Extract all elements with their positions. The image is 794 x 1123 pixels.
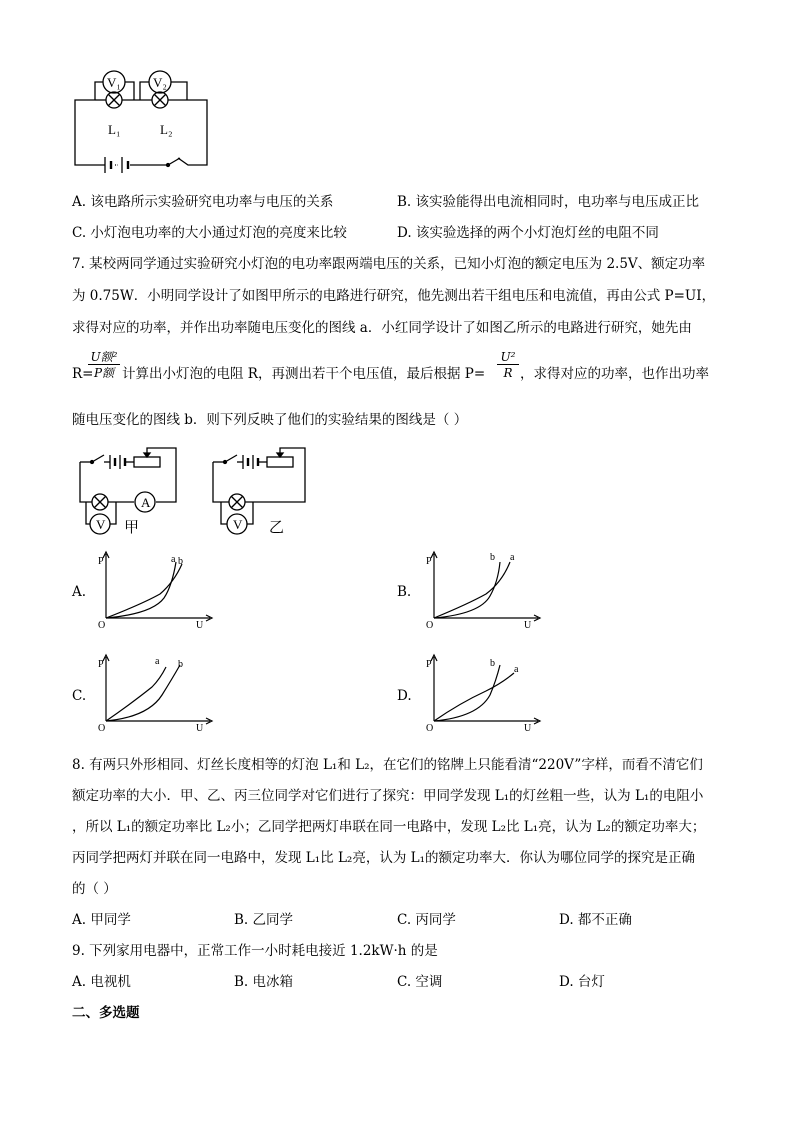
axis-u-label: U bbox=[196, 620, 204, 630]
q9-option-b[interactable]: B. 电冰箱 bbox=[234, 974, 294, 990]
q9-option-d[interactable]: D. 台灯 bbox=[559, 974, 605, 990]
q7-formula-prefix: R= bbox=[72, 366, 94, 382]
ammeter-label: A bbox=[141, 495, 151, 510]
curve-b-label: b bbox=[178, 556, 183, 567]
curve-a bbox=[434, 673, 514, 721]
q8-stem-line1: 8. 有两只外形相同、灯丝长度相等的灯泡 L₁和 L₂，在它们的铭牌上只能看清“220V”字样，而看不清它们 bbox=[72, 757, 703, 773]
q9-stem: 9. 下列家用电器中，正常工作一小时耗电接近 1.2kW·h 的是 bbox=[72, 943, 438, 959]
origin-label: O bbox=[426, 723, 434, 733]
q8-stem-line4: 丙同学把两灯并联在同一电路中，发现 L₁比 L₂亮，认为 L₁的额定功率大．你认为哪位同学的探究是正确 bbox=[72, 850, 696, 866]
axis-u-label: U bbox=[524, 723, 532, 733]
q7-option-a[interactable]: A. bbox=[72, 584, 87, 600]
axis-p-label: P bbox=[98, 659, 104, 670]
q8-option-c[interactable]: C. 丙同学 bbox=[397, 912, 456, 928]
curve-b bbox=[106, 564, 182, 618]
q6-option-b[interactable]: B. 该实验能得出电流相同时，电功率与电压成正比 bbox=[397, 194, 700, 210]
q8-stem-line2: 额定功率的大小．甲、乙、丙三位同学对它们进行了探究：甲同学发现 L₁的灯丝粗一些，认为 L₁的电阻小 bbox=[72, 788, 704, 804]
q7-stem-line3: 求得对应的功率，并作出功率随电压变化的图线 a．小红同学设计了如图乙所示的电路进行研究，她先由 bbox=[72, 320, 692, 336]
l2-label: L₂ bbox=[160, 122, 173, 137]
q7-stem-line5: 随电压变化的图线 b．则下列反映了他们的实验结果的图线是（ ） bbox=[72, 412, 468, 428]
voltmeter-label: V bbox=[96, 517, 106, 532]
q9-option-a[interactable]: A. 电视机 bbox=[72, 974, 131, 990]
q8-option-d[interactable]: D. 都不正确 bbox=[559, 912, 632, 928]
q7-graph-a[interactable] bbox=[92, 548, 228, 630]
q9-option-c[interactable]: C. 空调 bbox=[397, 974, 443, 990]
formula-denominator: R bbox=[503, 366, 513, 380]
q8-option-b[interactable]: B. 乙同学 bbox=[234, 912, 294, 928]
curve-b-label: b bbox=[178, 659, 183, 670]
q6-option-d[interactable]: D. 该实验选择的两个小灯泡灯丝的电阻不同 bbox=[397, 225, 659, 241]
axis-u-label: U bbox=[524, 620, 532, 630]
curve-a bbox=[106, 667, 166, 721]
q7-option-c[interactable]: C. bbox=[72, 688, 87, 704]
section-title: 二、多选题 bbox=[72, 1005, 140, 1021]
origin-label: O bbox=[426, 620, 434, 630]
l1-label: L₁ bbox=[108, 122, 121, 137]
axis-p-label: P bbox=[426, 659, 432, 670]
axis-p-label: P bbox=[426, 556, 432, 567]
q8-stem-line3: ，所以 L₁的额定功率比 L₂小；乙同学把两灯串联在同一电路中，发现 L₂比 L₁亮，认为 L₂的额定功率大； bbox=[72, 819, 706, 835]
q7-formula-mid: 计算出小灯泡的电阻 R，再测出若干个电压值，最后根据 P= bbox=[122, 366, 486, 382]
q7-option-d[interactable]: D. bbox=[397, 688, 412, 704]
curve-b-label: b bbox=[490, 552, 495, 563]
q8-stem-line5: 的（ ） bbox=[72, 881, 117, 897]
q7-circuit-yi bbox=[205, 442, 317, 538]
q7-graph-b[interactable] bbox=[420, 548, 556, 630]
v1-label: V₁ bbox=[107, 75, 121, 90]
axis-p-label: P bbox=[98, 556, 104, 567]
q7-formula-rated-resistance bbox=[88, 350, 120, 381]
q8-option-a[interactable]: A. 甲同学 bbox=[72, 912, 131, 928]
v2-label: V₂ bbox=[153, 75, 167, 90]
q6-option-a[interactable]: A. 该电路所示实验研究电功率与电压的关系 bbox=[72, 194, 334, 210]
curve-a-label: a bbox=[510, 552, 515, 563]
formula-numerator: U² bbox=[497, 350, 519, 365]
circuit-jia-label: 甲 bbox=[124, 520, 140, 536]
q7-graph-c[interactable] bbox=[92, 651, 228, 733]
curve-a bbox=[106, 562, 176, 618]
q7-circuit-jia bbox=[72, 442, 184, 538]
q7-formula-suffix: ，求得对应的功率，也作出功率 bbox=[520, 366, 709, 382]
origin-label: O bbox=[98, 723, 106, 733]
voltmeter-label: V bbox=[233, 517, 243, 532]
q7-formula-power bbox=[497, 350, 519, 381]
formula-denominator: P额 bbox=[93, 366, 115, 380]
circuit-yi-label: 乙 bbox=[269, 520, 285, 536]
curve-a-label: a bbox=[514, 664, 519, 675]
q7-stem-line1: 7. 某校两同学通过实验研究小灯泡的电功率跟两端电压的关系，已知小灯泡的额定电压为 2.5V、额定功率 bbox=[72, 256, 706, 272]
curve-a-label: a bbox=[171, 554, 176, 565]
q6-option-c[interactable]: C. 小灯泡电功率的大小通过灯泡的亮度来比较 bbox=[72, 225, 347, 241]
curve-a-label: a bbox=[155, 656, 160, 667]
axis-u-label: U bbox=[196, 723, 204, 733]
formula-numerator: U额² bbox=[88, 350, 120, 365]
curve-b bbox=[434, 665, 500, 721]
curve-b-label: b bbox=[490, 658, 495, 669]
q7-option-b[interactable]: B. bbox=[397, 584, 412, 600]
q6-circuit-diagram bbox=[70, 62, 210, 174]
q7-graph-d[interactable] bbox=[420, 651, 556, 733]
q7-stem-line2: 为 0.75W．小明同学设计了如图甲所示的电路进行研究，他先测出若干组电压和电流值，再由公式 P=UI， bbox=[72, 288, 716, 304]
origin-label: O bbox=[98, 620, 106, 630]
